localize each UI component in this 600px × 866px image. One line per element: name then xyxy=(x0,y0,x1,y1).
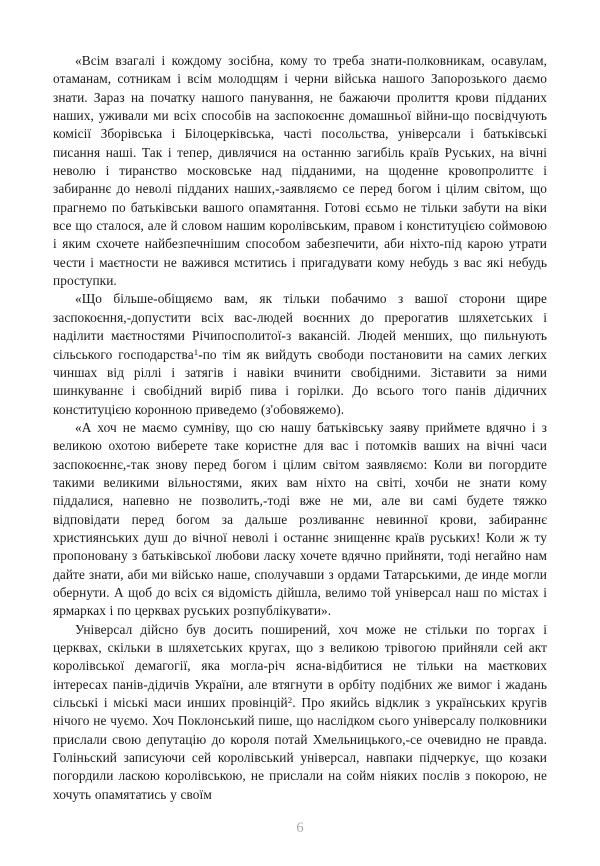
footnote-marker-2[interactable]: 2 xyxy=(287,695,293,706)
paragraph-4 xyxy=(53,621,547,804)
paragraph-1 xyxy=(53,52,547,290)
paragraph-4-text: Універсал дійсно був досить поширений, хоч може не стільки по торгах і церквах, скільки в шляхетських кругах, що з великою трівогою прийняли сей акт королівської демагогії, яка могла-річ ясна-відбитися не тільки на маєткових інтересах панів-дідичів України, але втягнути в орбіту подібних же вимог і жадань сільські і міські маси инших провінцій xyxy=(53,621,547,711)
footnote-marker-1[interactable]: 1 xyxy=(193,346,199,357)
paragraph-1-text: «Всім взагалі і кождому зосібна, кому то треба знати-полковникам, осавулам, отаманам, сотникам і всім молодщям і черни війська нашого Запорозького даємо знати. Зараз на початку нашого панування, не бажаючи пролиття крови підданих наших, уживали ми всіх способів на заспокоєннє домашньої війни-що посвідчують комісії Зборівська і Білоцерківська, часті посольства, універсали і батьківські писання наші. Так і тепер, дивлячися на останню загибіль країв Руських, на вічні неволю і тиранство московське над підданими, на щоденне кровопролиттє і забираннє до неволі підданих наших,-заявляємо се перед богом і цілим світом, що прагнемо по батьківськи вашого опамятання. Готові єсьмо не тільки забути на віки все що сталося, але й словом нашим королівським, правом і конституцією соймовою і яким схочете найбезпечнішим способом забезпечити, аби ніхто-під карою утрати чести і маєтности не важився мститись і пригадувати кому небудь з вас які небудь проступки. xyxy=(53,53,547,289)
paragraph-3 xyxy=(53,419,547,621)
paragraph-2-text: «Що більше-обіщяємо вам, як тільки побачимо з вашої сторони щире заспокоєння,-допустити всіх вас-людей воєнних до прерогатив шляхетських і наділити маєтностями Річипосполитої-з вакансій. Людей менших, що пильнують сільського господарства xyxy=(53,291,547,362)
paragraph-2-text-cont: -по тім як вийдуть свободи постановити на самих легких чиншах від ріллі і затягів і навіки вчинити свобідними. Зіставити за ними шинкуваннє і свобідний виріб пива і горілки. До всього того панів дідичних конституцією коронною приведемо (з'обовяжемо). xyxy=(53,346,547,417)
body-text-block xyxy=(53,52,547,804)
paragraph-3-text: «А хоч не маємо сумніву, що сю нашу батьківську заяву приймете вдячно і з великою охотою виберете таке користне для вас і потомків ваших на вічні часи заспокоєннє,-так знову перед богом і цілим світом заявляємо: Коли ви погордите такими великими вільностями, яких вам ніхто на світі, хочби не знати кому піддалися, напевно не позволить,-тоді вже не ми, але ви самі будете тяжко відповідати перед богом за дальше розливаннє невинної крови, забираннє християнських душ до вічної неволі і останнє знищеннє країв руських! Коли ж ту пропоновану з батьківської любови ласку хочете вдячно прийняти, тоді негайно нам дайте знати, аби ми військо наше, сполучавши з ордами Татарськими, де инде могли обернути. А щоб до всіх ся відомість дійшла, велимо той універсал наш по містах і ярмарках і по церквах руських розпублікувати». xyxy=(53,419,547,619)
page-number: 6 xyxy=(296,820,304,836)
paragraph-2 xyxy=(53,290,547,418)
paragraph-4-text-cont: . Про якийсь відклик з українських кругів нічого не чуємо. Хоч Поклонський пише, що наслідком сього універсалу полковники прислали свою депутацію до короля потай Хмельницького,-се очевидно не правда. Голіньский записуючи сей королівський універсал, навпаки підчеркує, що козаки погордили ласкою королівською, не прислали на сойм ніяких послів з покорою, не хочуть опамятатись у своїм xyxy=(53,695,548,802)
